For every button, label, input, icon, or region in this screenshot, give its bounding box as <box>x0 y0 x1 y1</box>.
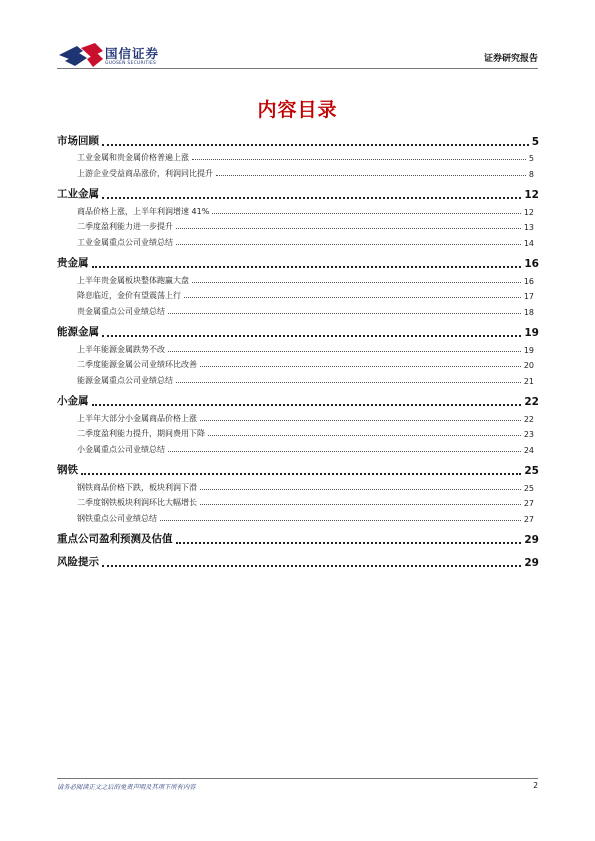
toc-subsection-title: 钢铁重点公司业绩总结 <box>77 513 157 523</box>
dot-leader <box>200 420 521 421</box>
toc-subsection-title: 钢铁商品价格下跌，板块利润下滑 <box>77 482 197 492</box>
toc-subsection[interactable] <box>57 303 539 319</box>
toc-subsection-page: 12 <box>523 207 534 217</box>
toc-section-page: 5 <box>531 135 539 148</box>
toc-subsection-title: 二季度能源金属公司业绩环比改善 <box>77 360 197 369</box>
dot-leader <box>102 197 521 199</box>
toc-section-page: 16 <box>524 258 539 270</box>
footer-divider <box>57 778 538 779</box>
toc-section-title: 市场回顾 <box>57 134 99 147</box>
toc-subsection[interactable] <box>57 272 539 288</box>
dot-leader <box>168 313 521 314</box>
toc-section-title: 钢铁 <box>57 464 78 476</box>
header-divider <box>57 68 538 69</box>
toc-subsection[interactable] <box>57 357 539 373</box>
dot-leader <box>208 435 521 436</box>
toc-section[interactable] <box>57 127 539 150</box>
toc-section[interactable] <box>57 250 539 273</box>
dot-leader <box>176 228 521 229</box>
dot-leader <box>200 366 521 367</box>
brand-name-en: GUOSEN SECURITIES <box>105 61 157 66</box>
dot-leader <box>200 504 521 505</box>
dot-leader <box>176 244 521 245</box>
page-number: 2 <box>533 781 538 790</box>
toc-section[interactable] <box>57 319 539 342</box>
toc-subsection-page: 18 <box>523 307 534 317</box>
toc-subsection-title: 工业金属重点公司业绩总结 <box>77 237 173 247</box>
toc-subsection-title: 二季度盈利能力进一步提升 <box>77 222 173 231</box>
toc-section-page: 19 <box>524 327 539 339</box>
toc-section-title: 小金属 <box>57 395 89 407</box>
toc-section-page: 29 <box>524 556 539 569</box>
toc-subsection-title: 能源金属重点公司业绩总结 <box>77 375 173 385</box>
dot-leader <box>102 335 521 337</box>
dot-leader <box>184 297 521 298</box>
toc-subsection-page: 22 <box>523 414 534 424</box>
dot-leader <box>176 542 522 544</box>
toc-subsection[interactable] <box>57 341 539 357</box>
dot-leader <box>92 266 522 268</box>
toc-section[interactable] <box>57 181 539 204</box>
toc-subsection[interactable] <box>57 479 539 495</box>
dot-leader <box>200 489 521 490</box>
toc-subsection-title: 贵金属重点公司业绩总结 <box>77 306 165 316</box>
toc-subsection[interactable] <box>57 510 539 526</box>
toc-section-page: 12 <box>524 189 539 201</box>
toc-subsection[interactable] <box>57 495 539 511</box>
toc-subsection-title: 商品价格上涨，上半年利润增速 41% <box>77 206 210 216</box>
toc-subsection-title: 工业金属和贵金属价格普遍上涨 <box>77 153 189 162</box>
report-type: 证券研究报告 <box>483 54 538 64</box>
brand-name: 国信证券 <box>105 46 160 61</box>
toc-title: 内容目录 <box>257 99 338 121</box>
toc-subsection-page: 16 <box>523 276 534 286</box>
toc-subsection-page: 23 <box>523 430 534 439</box>
toc-subsection-title: 二季度钢铁板块利润环比大幅增长 <box>77 498 197 507</box>
toc-subsection-page: 25 <box>523 483 534 493</box>
dot-leader <box>168 451 521 452</box>
dot-leader <box>192 282 521 283</box>
toc-subsection[interactable] <box>57 203 539 219</box>
toc-subsection-page: 24 <box>523 445 534 455</box>
toc-subsection-page: 8 <box>528 169 534 179</box>
toc-subsection-title: 上半年贵金属板块整体跑赢大盘 <box>77 275 189 285</box>
dot-leader <box>212 213 520 214</box>
page-header <box>0 0 595 72</box>
toc-subsection[interactable] <box>57 288 539 304</box>
toc-subsection-title: 小金属重点公司业绩总结 <box>77 444 165 454</box>
guosen-logo-icon <box>57 43 105 69</box>
toc-section-page: 22 <box>524 396 539 408</box>
toc-subsection-page: 13 <box>523 223 534 232</box>
toc-subsection-title: 上半年大部分小金属商品价格上涨 <box>77 413 197 423</box>
toc-subsection-title: 二季度盈利能力提升，期间费用下降 <box>77 429 205 438</box>
toc-section-title: 工业金属 <box>57 188 99 200</box>
table-of-contents <box>57 127 539 571</box>
dot-leader <box>216 175 526 176</box>
toc-section-title: 重点公司盈利预测及估值 <box>57 533 173 545</box>
toc-subsection-page: 19 <box>523 345 534 355</box>
toc-subsection[interactable] <box>57 165 539 181</box>
dot-leader <box>102 565 521 567</box>
toc-section[interactable] <box>57 457 539 480</box>
dot-leader <box>176 382 521 383</box>
dot-leader <box>102 144 529 146</box>
toc-section-page: 25 <box>524 465 539 477</box>
toc-section-title: 风险提示 <box>57 555 99 568</box>
toc-section[interactable] <box>57 388 539 411</box>
toc-subsection-page: 27 <box>523 514 534 524</box>
toc-subsection-page: 14 <box>523 238 534 248</box>
toc-subsection[interactable] <box>57 410 539 426</box>
toc-section[interactable] <box>57 548 539 571</box>
toc-subsection-page: 27 <box>523 499 534 508</box>
footer-disclaimer: 请务必阅读正文之后的免责声明及其项下所有内容 <box>57 784 196 791</box>
dot-leader <box>81 473 521 475</box>
toc-subsection-title: 上游企业受益商品涨价，利润同比提升 <box>77 168 213 178</box>
dot-leader <box>192 159 526 160</box>
toc-subsection-page: 21 <box>523 376 534 386</box>
dot-leader <box>168 351 521 352</box>
toc-subsection-title: 上半年能源金属跌势不改 <box>77 344 165 354</box>
toc-subsection[interactable] <box>57 219 539 235</box>
toc-subsection[interactable] <box>57 234 539 250</box>
toc-section-page: 29 <box>524 534 539 546</box>
toc-subsection-page: 17 <box>523 292 534 301</box>
toc-section[interactable] <box>57 526 539 549</box>
toc-subsection[interactable] <box>57 426 539 442</box>
toc-subsection[interactable] <box>57 150 539 166</box>
toc-subsection-page: 5 <box>528 154 534 163</box>
toc-subsection[interactable] <box>57 372 539 388</box>
toc-subsection[interactable] <box>57 441 539 457</box>
toc-subsection-title: 降息临近，金价有望震荡上行 <box>77 291 181 300</box>
dot-leader <box>92 404 522 406</box>
toc-section-title: 贵金属 <box>57 257 89 269</box>
toc-section-title: 能源金属 <box>57 326 99 338</box>
dot-leader <box>160 520 521 521</box>
toc-subsection-page: 20 <box>523 361 534 370</box>
